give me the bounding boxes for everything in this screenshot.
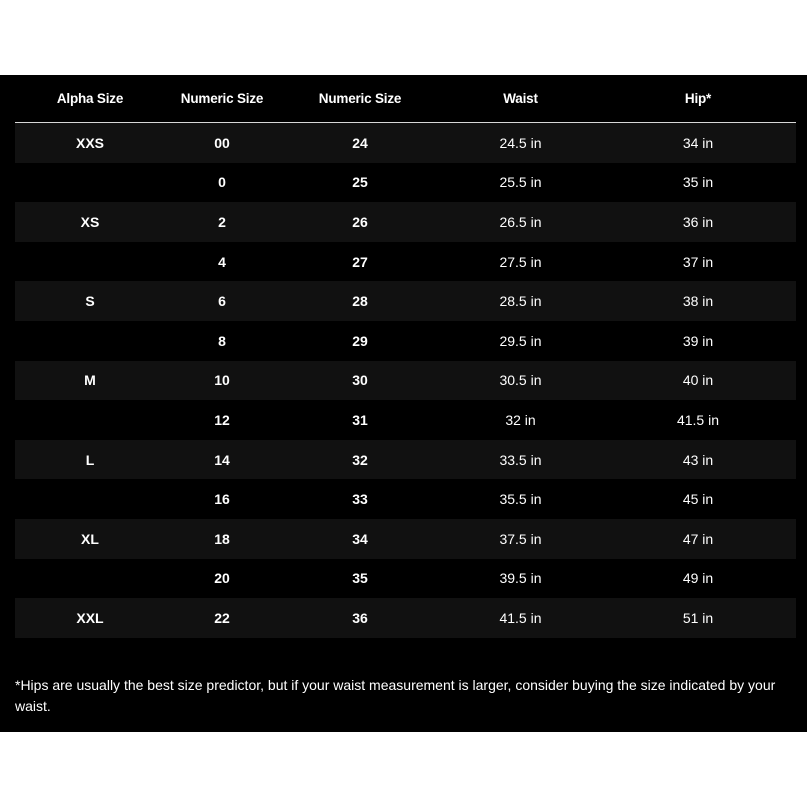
cell-waist: 25.5 in [499,174,542,191]
cell-waist: 32 in [505,411,536,428]
table-row [15,321,796,361]
cell-numeric-size: 10 [214,372,230,389]
footnote: *Hips are usually the best size predictor, but if your waist measurement is larger, consider buying the size indicated by your waist. [15,677,776,714]
cell-waist: 41.5 in [499,609,542,626]
cell-numeric-size: 16 [214,491,230,508]
cell-alpha-size: S [85,293,95,310]
size-chart-panel [0,75,807,732]
cell-numeric-size-2: 35 [352,570,368,587]
cell-numeric-size-2: 32 [352,451,368,468]
cell-numeric-size-2: 29 [352,332,368,349]
cell-alpha-size: XXS [75,134,104,151]
table-header [15,75,796,123]
cell-numeric-size: 0 [218,174,226,191]
cell-hip: 47 in [682,530,714,547]
table-row [15,519,796,559]
header-alpha-size: Alpha Size [56,91,124,106]
cell-numeric-size-2: 30 [352,372,368,389]
header-waist: Waist [503,91,538,106]
cell-alpha-size: M [84,372,96,389]
size-chart-table [15,75,796,638]
cell-hip: 36 in [682,213,714,230]
table-row [15,163,796,203]
cell-numeric-size-2: 34 [352,530,368,547]
cell-numeric-size-2: 26 [352,213,368,230]
table-row [15,559,796,599]
table-row [15,123,796,163]
cell-numeric-size-2: 36 [352,609,368,626]
cell-numeric-size: 18 [214,530,230,547]
table-row [15,400,796,440]
cell-hip: 41.5 in [676,411,720,428]
cell-numeric-size: 2 [218,213,226,230]
cell-waist: 35.5 in [499,491,542,508]
cell-waist: 26.5 in [499,213,542,230]
cell-numeric-size: 4 [218,253,226,270]
cell-waist: 37.5 in [499,530,542,547]
cell-numeric-size: 12 [214,411,230,428]
table-body [15,123,796,638]
cell-numeric-size: 14 [214,451,230,468]
cell-hip: 49 in [682,570,714,587]
cell-numeric-size: 00 [214,134,230,151]
cell-waist: 33.5 in [499,451,542,468]
cell-hip: 37 in [682,253,714,270]
header-hip: Hip* [684,91,712,106]
cell-numeric-size-2: 27 [352,253,368,270]
cell-waist: 29.5 in [499,332,542,349]
cell-hip: 34 in [682,134,714,151]
cell-alpha-size: L [85,451,95,468]
cell-hip: 45 in [682,491,714,508]
cell-waist: 30.5 in [499,372,542,389]
table-row [15,202,796,242]
table-row [15,361,796,401]
cell-hip: 40 in [682,372,714,389]
cell-numeric-size: 22 [214,609,230,626]
table-row [15,598,796,638]
cell-waist: 24.5 in [499,134,542,151]
cell-numeric-size: 8 [218,332,226,349]
cell-numeric-size-2: 31 [352,411,368,428]
cell-hip: 35 in [682,174,714,191]
cell-numeric-size-2: 24 [352,134,368,151]
cell-numeric-size-2: 25 [352,174,368,191]
table-row [15,281,796,321]
cell-numeric-size: 20 [214,570,230,587]
cell-alpha-size: XXL [76,609,104,626]
cell-hip: 51 in [682,609,714,626]
cell-hip: 43 in [682,451,714,468]
header-numeric-size: Numeric Size [180,91,264,106]
cell-hip: 39 in [682,332,714,349]
cell-numeric-size-2: 28 [352,293,368,310]
table-row [15,242,796,282]
cell-numeric-size-2: 33 [352,491,368,508]
table-row [15,440,796,480]
cell-waist: 27.5 in [499,253,542,270]
cell-alpha-size: XS [80,213,100,230]
cell-numeric-size: 6 [218,293,226,310]
cell-hip: 38 in [682,293,714,310]
table-row [15,479,796,519]
cell-waist: 28.5 in [499,293,542,310]
cell-waist: 39.5 in [499,570,542,587]
header-numeric-size-2: Numeric Size [318,91,402,106]
cell-alpha-size: XL [81,530,99,547]
